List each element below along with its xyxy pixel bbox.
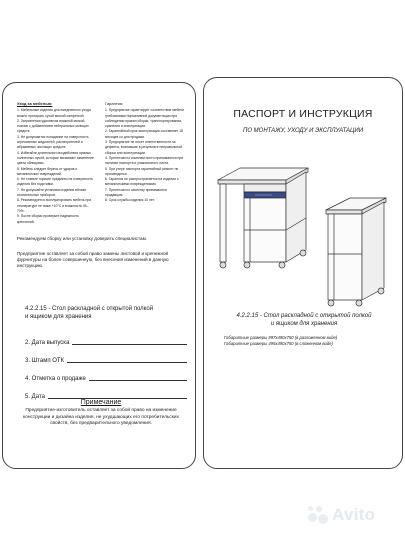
avito-watermark xyxy=(306,502,396,528)
blank-line xyxy=(72,343,187,345)
warranty-section xyxy=(105,101,185,204)
assembly-advice: Рекомендуем сборку или установку доверить специалистам. xyxy=(17,236,148,241)
field-label: 4. Отметка о продаже xyxy=(25,376,86,382)
field-label: 5. Дата xyxy=(25,394,45,400)
note-text: Предприятие-изготовитель оставляет за собой право на изменение конструкции и дизайна изделия, не ухудшающих его потребительских свойств, без предварительного уведомления. xyxy=(23,408,179,427)
product-caption: 4.2.2.15 - Стол раскладной с открытой полкой и ящиком для хранения xyxy=(236,313,372,327)
avito-logo-icon xyxy=(306,504,328,526)
passport-title: ПАСПОРТ И ИНСТРУКЦИЯ xyxy=(233,108,373,120)
passport-left-page xyxy=(2,82,196,469)
field-otk-stamp xyxy=(25,346,187,364)
blank-line xyxy=(89,379,187,381)
product-line xyxy=(25,306,187,328)
note-title: Примечание xyxy=(80,399,122,406)
dimensions xyxy=(224,335,396,348)
field-label: 3. Штамп ОТК xyxy=(25,358,65,364)
manufacturer-note: Предприятие оставляет за собой право замены листовой и крепежной фурнитуры на более совершенную, без внесения изменений в данную инструкцию. xyxy=(17,251,169,269)
desk-folded-drawing xyxy=(326,198,386,306)
field-label: 2. Дата выпуска xyxy=(25,340,70,346)
care-heading: Уход за мебелью: xyxy=(17,101,53,106)
field-date xyxy=(25,382,187,400)
passport-fields xyxy=(25,306,187,400)
care-text: 1. Мебельные изделия для ежедневного ухода можно протирать сухой мягкой салфеткой. 2. Загрязнения удаляются влажной мягкой тканью с добавлением нейтральных моющих средств. 3. Не допускается попадание на поверхность агрессивных жидкостей, растворителей и абразивных чистящих средств. 4. Избегайте длительного воздействия прямых солнечных лучей, которые вызывают изменение цвета облицовки. 5. Мебель следует беречь от ударов и механических повреждений. 6. Не ставьте горячие предметы на поверхность изделия без подставки. 7. Не допускайте установки изделия вблизи отопительных приборов. 8. Рекомендуется эксплуатировать мебель при температуре не ниже +10°С и влажности 45–70%. 9. После сборки проверьте надежность креплений. xyxy=(17,108,94,224)
dimensions-closed: Габаритные размеры 495х490х750 (в сложенном виде) xyxy=(224,341,333,347)
warranty-heading: Гарантия: xyxy=(105,101,124,106)
dimensions-open: Габаритные размеры 997х490х750 (в разложенном виде) xyxy=(224,335,338,340)
desk-unfolded-drawing xyxy=(218,168,308,268)
avito-watermark-text: Avito xyxy=(332,505,376,524)
passport-subtitle: ПО МОНТАЖУ, УХОДУ И ЭКСПЛУАТАЦИИ xyxy=(242,128,363,134)
desk-illustration xyxy=(210,150,396,310)
warranty-text: 1. Предприятие гарантирует соответствие мебели требованиям нормативной документации при соблюдении правил сборки, транспортирования, хранения и эксплуатации. 2. Гарантийный срок эксплуатации составляет 18 месяцев со дня продажи. 3. Предприятие не несет ответственности за дефекты, возникшие в результате неправильной сборки или эксплуатации. 4. Претензии по комплектности принимаются при наличии паспорта и упаковочного листа. 5. При утере паспорта гарантийный ремонт не производится. 6. Гарантия не распространяется на изделия с механическими повреждениями. 7. Претензии по качеству принимаются продавцом. 8. Срок службы изделия 10 лет. xyxy=(105,108,185,203)
product-line-text: 4.2.2.15 - Стол раскладной с открытой полкой и ящиком для хранения xyxy=(25,306,154,320)
field-release-date xyxy=(25,328,187,346)
note-section xyxy=(19,400,183,428)
field-sale-mark xyxy=(25,364,187,382)
passport-cover-page xyxy=(203,77,403,469)
blank-line xyxy=(67,361,187,363)
care-section xyxy=(17,101,95,225)
